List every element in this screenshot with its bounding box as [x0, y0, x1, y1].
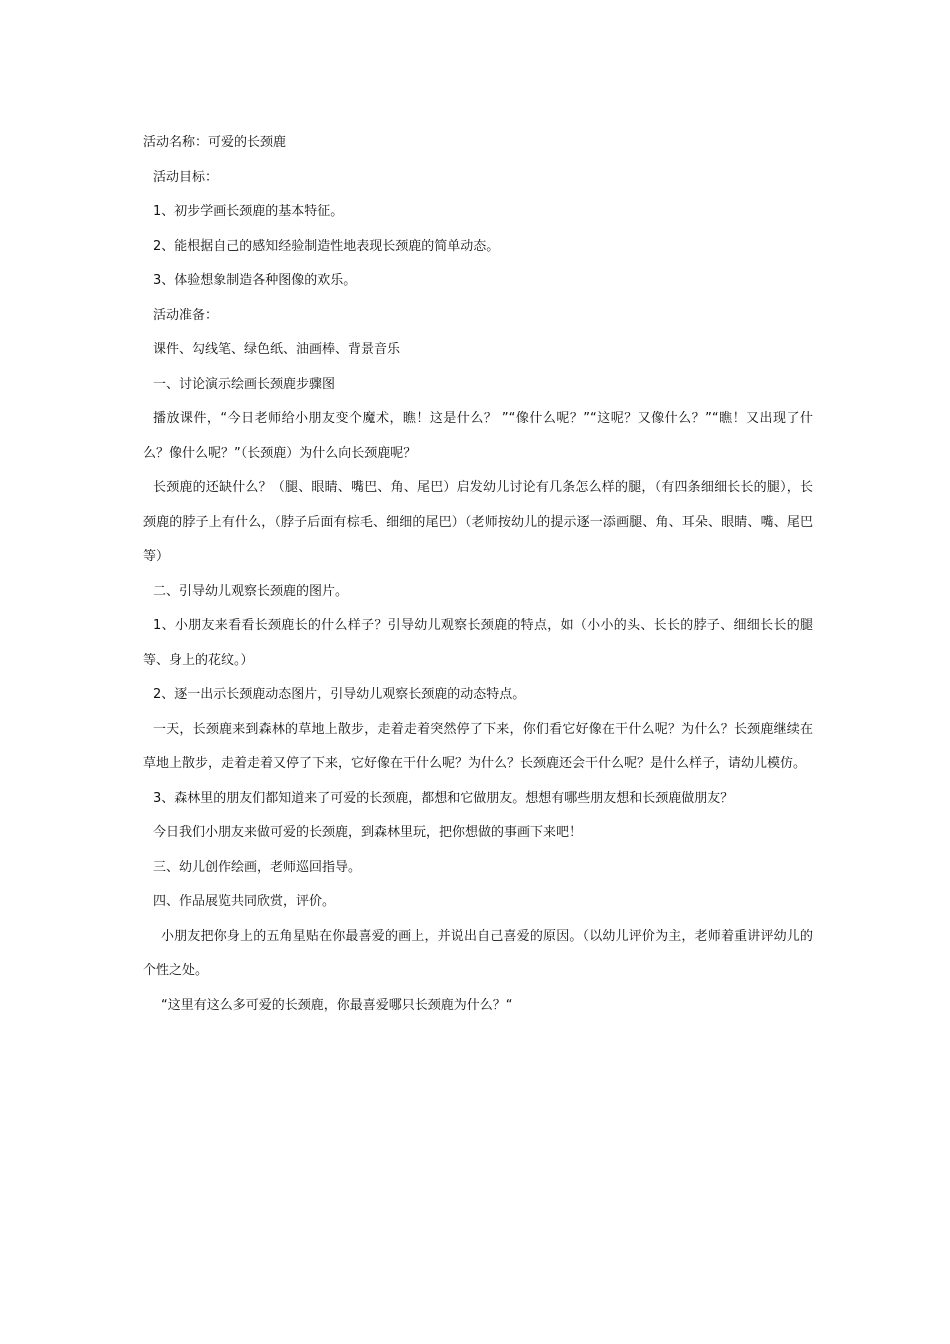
section-1-paragraph-2: 长颈鹿的还缺什么？（腿、眼睛、嘴巴、角、尾巴）启发幼儿讨论有几条怎么样的腿，（有四条细细长长的腿），长颈鹿的脖子上有什么，（脖子后面有棕毛、细细的尾巴）（老师按幼儿的提示逐一添画腿、角、耳朵、眼睛、嘴、尾巴等） [143, 480, 813, 564]
section-1-heading: 一、讨论演示绘画长颈鹿步骤图 [153, 376, 336, 392]
section-2-story: 一天，长颈鹿来到森林的草地上散步，走着走着突然停了下来，你们看它好像在干什么呢？为什么？长颈鹿继续在草地上散步，走着走着又停了下来，它好像在干什么呢？为什么？长颈鹿还会干什么呢？是什么样子，请幼儿模仿。 [143, 721, 813, 771]
goal-item-3: 3、体验想象制造各种图像的欢乐。 [153, 273, 357, 288]
activity-name: 活动名称：可爱的长颈鹿 [143, 135, 287, 150]
preparation-materials: 课件、勾线笔、绿色纸、油画棒、背景音乐 [153, 342, 401, 357]
section-2-heading: 二、引导幼儿观察长颈鹿的图片。 [153, 583, 349, 599]
section-2-item-1: 1、小朋友来看看长颈鹿长的什么样子？引导幼儿观察长颈鹿的特点，如（小小的头、长长的脖子、细细长长的腿等、身上的花纹。） [143, 618, 813, 668]
section-4-paragraph-1: 小朋友把你身上的五角星贴在你最喜爱的画上，并说出自己喜爱的原因。（以幼儿评价为主，老师着重讲评幼儿的个性之处。 [143, 928, 813, 978]
section-2-item-2: 2、逐一出示长颈鹿动态图片，引导幼儿观察长颈鹿的动态特点。 [153, 687, 526, 702]
goals-heading: 活动目标： [153, 169, 219, 185]
section-2-item-3: 3、森林里的朋友们都知道来了可爱的长颈鹿，都想和它做朋友。想想有哪些朋友想和长颈鹿做朋友？ [153, 790, 734, 806]
document-body [143, 126, 813, 1023]
goal-item-2: 2、能根据自己的感知经验制造性地表现长颈鹿的简单动态。 [153, 238, 500, 254]
goal-item-1: 1、初步学画长颈鹿的基本特征。 [153, 204, 344, 219]
section-4-heading: 四、作品展览共同欣赏，评价。 [153, 894, 336, 909]
section-4-quote: “这里有这么多可爱的长颈鹿，你最喜爱哪只长颈鹿为什么？“ [161, 997, 513, 1013]
section-2-closing: 今日我们小朋友来做可爱的长颈鹿，到森林里玩，把你想做的事画下来吧！ [153, 825, 583, 840]
preparation-heading: 活动准备： [153, 307, 219, 323]
section-3-heading: 三、幼儿创作绘画，老师巡回指导。 [153, 859, 362, 875]
section-1-paragraph-1: 播放课件，“今日老师给小朋友变个魔术，瞧！这是什么？ ”“像什么呢？”“这呢？又像什么？”“瞧！又出现了什么？像什么呢？”（长颈鹿）为什么向长颈鹿呢？ [143, 411, 813, 461]
